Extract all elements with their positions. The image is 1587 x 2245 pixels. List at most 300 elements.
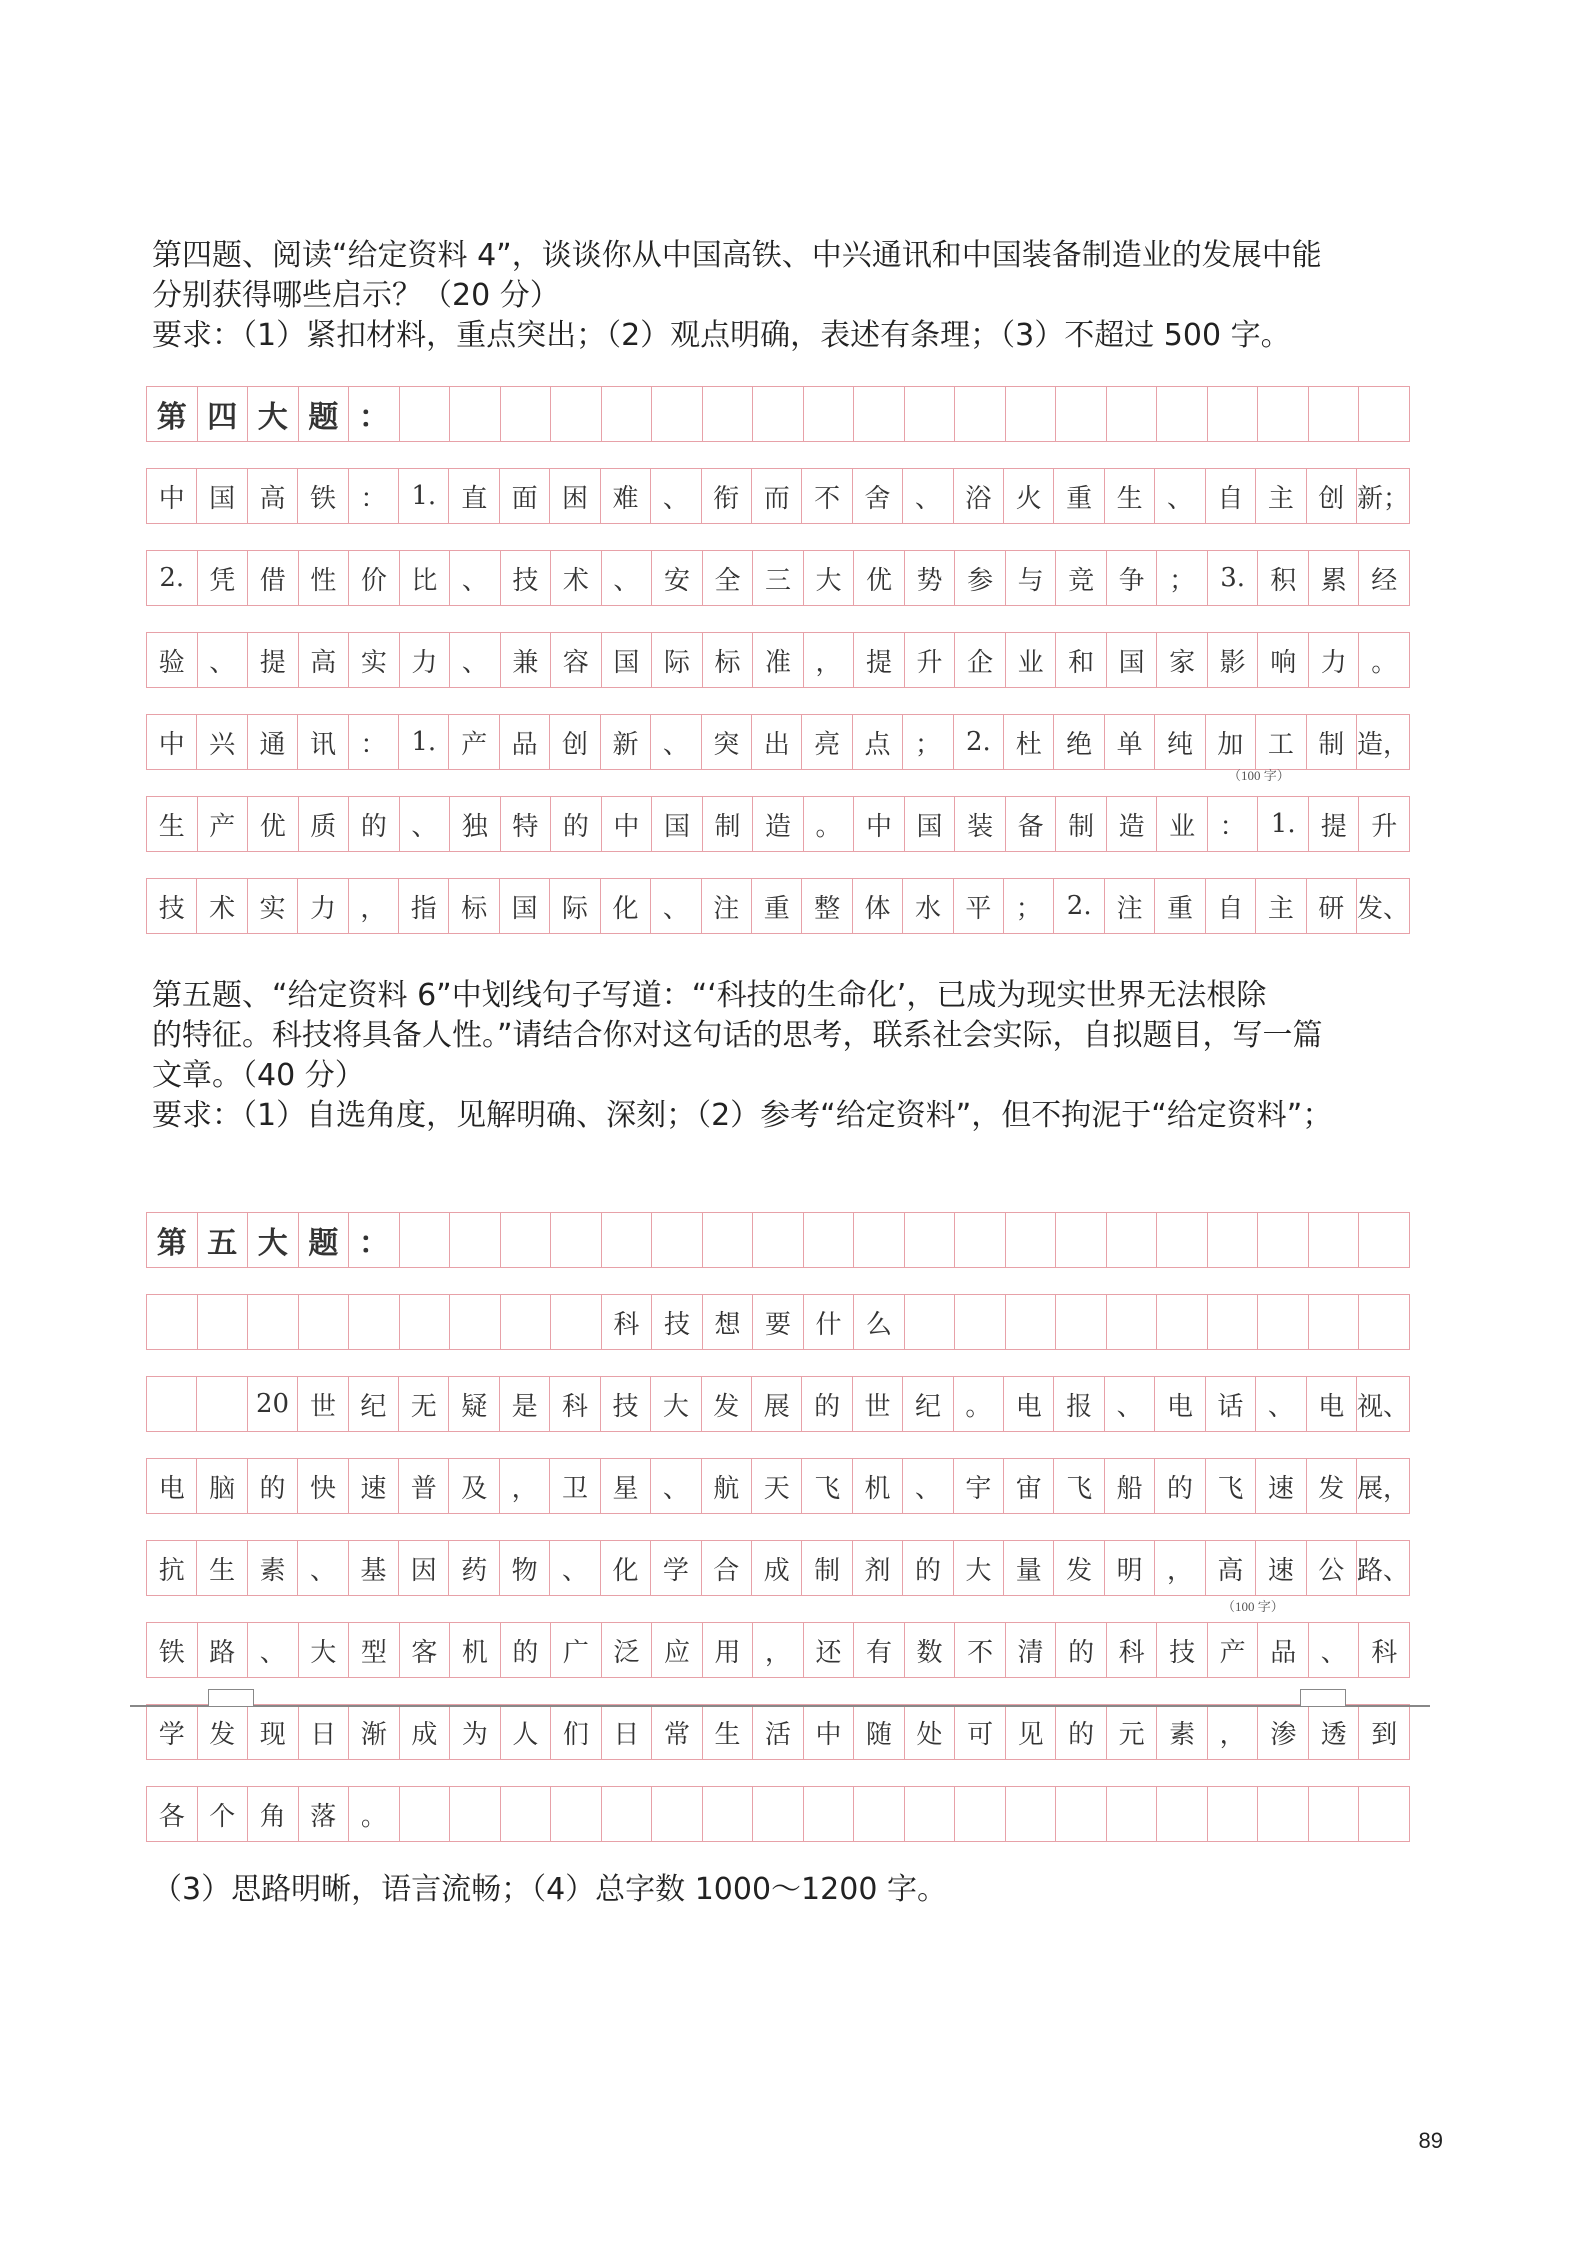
grid-cell: 加 (1206, 715, 1256, 769)
grid-cell: 容 (551, 633, 602, 687)
grid-cell: 的 (1056, 1705, 1107, 1759)
grid-cell: 工 (1256, 715, 1306, 769)
grid-cell: 、 (400, 797, 451, 851)
grid-cell: 际 (550, 879, 600, 933)
grid-cell: 影 (1208, 633, 1259, 687)
grid-row (146, 632, 1410, 688)
grid-cell (1006, 1787, 1057, 1841)
grid-cell: 出 (752, 715, 802, 769)
grid-cell: 药 (449, 1541, 499, 1595)
grid-cell: 创 (1307, 469, 1357, 523)
grid-cell: 五 (198, 1213, 249, 1267)
grid-cell: 主 (1256, 469, 1306, 523)
grid-cell: 力 (1309, 633, 1360, 687)
grid-cell: 特 (501, 797, 552, 851)
grid-cell: 的 (551, 797, 602, 851)
grid-cell: ： (349, 469, 399, 523)
grid-cell: 杜 (1004, 715, 1054, 769)
grid-cell: 绝 (1054, 715, 1104, 769)
grid-cell (1258, 1787, 1309, 1841)
grid-cell (905, 1295, 956, 1349)
grid-cell: 整 (802, 879, 852, 933)
grid-cell: 生 (147, 797, 198, 851)
grid-cell: 的 (501, 1623, 552, 1677)
grid-cell: 飞 (1054, 1459, 1104, 1513)
grid-cell: 实 (248, 879, 298, 933)
grid-cell (1258, 1295, 1309, 1349)
grid-cell: 生 (1105, 469, 1155, 523)
grid-row (146, 386, 1410, 442)
grid-cell: 实 (349, 633, 400, 687)
grid-cell: 兴 (197, 715, 247, 769)
grid-cell: 电 (1004, 1377, 1054, 1431)
grid-cell: 中 (804, 1705, 855, 1759)
grid-cell: 可 (955, 1705, 1006, 1759)
grid-cell: 、 (1256, 1377, 1306, 1431)
grid-cell (1359, 1295, 1410, 1349)
grid-cell: 发 (198, 1705, 249, 1759)
grid-row (146, 1212, 1410, 1268)
grid-cell: 科 (1359, 1623, 1410, 1677)
grid-cell: 清 (1006, 1623, 1057, 1677)
grid-cell: 2. (147, 551, 198, 605)
grid-cell: 疑 (449, 1377, 499, 1431)
grid-cell (1208, 1787, 1259, 1841)
grid-cell (703, 1213, 754, 1267)
grid-cell: 中 (602, 797, 653, 851)
grid-cell: 高 (1206, 1541, 1256, 1595)
grid-cell: 技 (501, 551, 552, 605)
grid-cell (804, 1213, 855, 1267)
grid-cell: 重 (1155, 879, 1205, 933)
grid-cell (854, 1787, 905, 1841)
grid-cell: 1. (399, 469, 449, 523)
grid-cell (1309, 387, 1360, 441)
grid-cell: 自 (1206, 879, 1256, 933)
grid-cell (1056, 1295, 1107, 1349)
grid-cell: 通 (248, 715, 298, 769)
grid-cell: 困 (550, 469, 600, 523)
grid-cell: 研 (1307, 879, 1357, 933)
grid-cell: 重 (752, 879, 802, 933)
grid-cell: 因 (399, 1541, 449, 1595)
grid-cell: 抗 (147, 1541, 197, 1595)
grid-cell (905, 1787, 956, 1841)
grid-cell: 。 (954, 1377, 1004, 1431)
grid-cell: 见 (1006, 1705, 1057, 1759)
grid-cell: 力 (400, 633, 451, 687)
grid-cell: 、 (651, 1459, 701, 1513)
grid-cell (955, 1787, 1006, 1841)
grid-cell: 3. (1208, 551, 1259, 605)
grid-cell: 产 (449, 715, 499, 769)
grid-cell: 、 (1309, 1623, 1360, 1677)
grid-cell: 响 (1258, 633, 1309, 687)
grid-cell: 宇 (954, 1459, 1004, 1513)
grid-cell: 的 (1056, 1623, 1107, 1677)
grid-cell: 制 (1056, 797, 1107, 851)
grid-cell: 天 (752, 1459, 802, 1513)
grid-cell: 透 (1309, 1705, 1360, 1759)
question-5-line-1: 第五题、“给定资料 6”中划线句子写道：“‘科技的生命化’，已成为现实世界无法根除 (152, 978, 1267, 1013)
grid-cell: 化 (601, 1541, 651, 1595)
grid-cell: 品 (1258, 1623, 1309, 1677)
grid-cell: 凭 (198, 551, 249, 605)
grid-cell: 铁 (298, 469, 348, 523)
grid-cell: 人 (501, 1705, 552, 1759)
word-count-marker-5: （100 字） (1222, 1599, 1284, 1614)
grid-cell: 活 (753, 1705, 804, 1759)
grid-cell: 路、 (1357, 1541, 1410, 1595)
grid-cell: 落 (299, 1787, 350, 1841)
grid-row (146, 1376, 1410, 1432)
grid-cell (1309, 1295, 1360, 1349)
page-fold-line (130, 1705, 1430, 1707)
grid-cell (299, 1295, 350, 1349)
grid-cell: 泛 (602, 1623, 653, 1677)
grid-cell (1309, 1787, 1360, 1841)
grid-cell: 2. (1054, 879, 1104, 933)
grid-cell: 大 (954, 1541, 1004, 1595)
grid-cell: ： (349, 387, 400, 441)
grid-cell: 量 (1004, 1541, 1054, 1595)
grid-cell: 注 (1105, 879, 1155, 933)
grid-cell: 提 (1309, 797, 1360, 851)
grid-cell: 而 (752, 469, 802, 523)
grid-cell: 角 (248, 1787, 299, 1841)
grid-cell: 是 (500, 1377, 550, 1431)
grid-cell: 机 (450, 1623, 501, 1677)
grid-cell: 用 (703, 1623, 754, 1677)
grid-cell: 飞 (802, 1459, 852, 1513)
grid-cell: 升 (905, 633, 956, 687)
grid-cell: 速 (349, 1459, 399, 1513)
grid-cell: 的 (802, 1377, 852, 1431)
grid-cell: 单 (1105, 715, 1155, 769)
grid-cell: 借 (248, 551, 299, 605)
grid-cell (400, 1787, 451, 1841)
grid-cell: 纯 (1155, 715, 1205, 769)
grid-cell: 、 (602, 551, 653, 605)
grid-cell (602, 1787, 653, 1841)
grid-cell: 讯 (298, 715, 348, 769)
grid-cell: 、 (651, 879, 701, 933)
grid-cell: 随 (854, 1705, 905, 1759)
grid-cell: 展 (752, 1377, 802, 1431)
grid-cell: 际 (652, 633, 703, 687)
question-4-requirements: 要求：（1）紧扣材料，重点突出；（2）观点明确，表述有条理；（3）不超过 500 字。 (152, 318, 1291, 353)
grid-cell: 船 (1105, 1459, 1155, 1513)
grid-cell: 准 (753, 633, 804, 687)
grid-cell: 题 (299, 1213, 350, 1267)
grid-cell: 电 (1307, 1377, 1357, 1431)
grid-cell: 大 (248, 387, 299, 441)
grid-cell: 国 (1107, 633, 1158, 687)
grid-cell: 技 (601, 1377, 651, 1431)
grid-cell: 竞 (1056, 551, 1107, 605)
grid-cell: 常 (652, 1705, 703, 1759)
grid-cell (198, 1295, 249, 1349)
grid-cell: 参 (955, 551, 1006, 605)
question-5-text (152, 976, 1452, 1136)
grid-cell: 制 (802, 1541, 852, 1595)
grid-cell (501, 1295, 552, 1349)
grid-cell (147, 1377, 197, 1431)
grid-cell: 家 (1157, 633, 1208, 687)
grid-cell: 第 (147, 1213, 198, 1267)
grid-cell (450, 1787, 501, 1841)
fold-tab-left (208, 1689, 254, 1706)
grid-cell (955, 1213, 1006, 1267)
grid-cell: 、 (248, 1623, 299, 1677)
grid-cell (1006, 1295, 1057, 1349)
grid-cell: 纪 (903, 1377, 953, 1431)
grid-row (146, 1622, 1410, 1678)
question-4-text (152, 236, 1452, 356)
grid-cell: 不 (955, 1623, 1006, 1677)
grid-cell: 和 (1056, 633, 1107, 687)
grid-cell: 第 (147, 387, 198, 441)
grid-cell: 题 (299, 387, 350, 441)
grid-cell (1258, 1213, 1309, 1267)
grid-row (146, 796, 1410, 852)
grid-cell: 电 (147, 1459, 197, 1513)
grid-cell: 个 (198, 1787, 249, 1841)
grid-cell: 20 (248, 1377, 298, 1431)
grid-cell: ： (1208, 797, 1259, 851)
grid-cell (1359, 387, 1410, 441)
grid-cell: 全 (703, 551, 754, 605)
grid-cell (1157, 1295, 1208, 1349)
grid-cell: 优 (248, 797, 299, 851)
grid-cell: 重 (1054, 469, 1104, 523)
grid-cell (905, 387, 956, 441)
grid-cell (501, 1787, 552, 1841)
grid-cell: 中 (147, 469, 197, 523)
grid-cell: 成 (400, 1705, 451, 1759)
grid-cell: ； (1157, 551, 1208, 605)
grid-cell: 纪 (349, 1377, 399, 1431)
grid-cell: 报 (1054, 1377, 1104, 1431)
grid-cell (1056, 387, 1107, 441)
grid-cell: 平 (954, 879, 1004, 933)
grid-cell: 与 (1006, 551, 1057, 605)
grid-cell: 的 (248, 1459, 298, 1513)
grid-cell: 无 (399, 1377, 449, 1431)
grid-row (146, 1704, 1410, 1760)
grid-cell (1107, 1295, 1158, 1349)
grid-cell (652, 387, 703, 441)
grid-cell (1359, 1213, 1410, 1267)
grid-cell (1006, 1213, 1057, 1267)
grid-cell: 世 (298, 1377, 348, 1431)
grid-cell: 快 (298, 1459, 348, 1513)
grid-cell: ， (1208, 1705, 1259, 1759)
grid-row (146, 1786, 1410, 1842)
grid-cell: 及 (449, 1459, 499, 1513)
question-4-line-2: 分别获得哪些启示？（20 分） (152, 278, 560, 313)
grid-cell: 高 (299, 633, 350, 687)
grid-cell: 速 (1256, 1459, 1306, 1513)
grid-cell: 装 (955, 797, 1006, 851)
grid-cell: 2. (954, 715, 1004, 769)
grid-cell: 、 (903, 1459, 953, 1513)
grid-cell (652, 1213, 703, 1267)
grid-cell: 机 (853, 1459, 903, 1513)
grid-cell: 兼 (501, 633, 552, 687)
grid-cell (147, 1295, 198, 1349)
grid-cell: 、 (651, 469, 701, 523)
grid-cell: 注 (702, 879, 752, 933)
grid-cell: 生 (197, 1541, 247, 1595)
grid-cell: 、 (450, 551, 501, 605)
grid-cell (400, 387, 451, 441)
grid-cell: 现 (248, 1705, 299, 1759)
word-count-marker-4: （100 字） (1228, 768, 1290, 783)
grid-cell: 力 (298, 879, 348, 933)
grid-cell: 大 (248, 1213, 299, 1267)
grid-cell: ， (804, 633, 855, 687)
grid-cell (1107, 387, 1158, 441)
grid-cell: 比 (400, 551, 451, 605)
grid-cell (753, 387, 804, 441)
grid-row (146, 1540, 1410, 1596)
grid-cell: 不 (802, 469, 852, 523)
grid-cell: 提 (248, 633, 299, 687)
grid-cell (1359, 1787, 1410, 1841)
grid-cell: 发 (702, 1377, 752, 1431)
grid-cell (1157, 1213, 1208, 1267)
grid-cell (1208, 1295, 1259, 1349)
grid-cell: 科 (602, 1295, 653, 1349)
grid-cell: 渐 (349, 1705, 400, 1759)
grid-cell: 广 (551, 1623, 602, 1677)
grid-cell: 化 (601, 879, 651, 933)
grid-cell (450, 1213, 501, 1267)
grid-cell (197, 1377, 247, 1431)
grid-cell: 企 (955, 633, 1006, 687)
grid-cell (400, 1295, 451, 1349)
grid-cell: 。 (1359, 633, 1410, 687)
grid-cell: 视、 (1357, 1377, 1410, 1431)
grid-cell: 术 (197, 879, 247, 933)
question-5-requirements: 要求：（1）自选角度，见解明确、深刻；（2）参考“给定资料”，但不拘泥于“给定资料”； (152, 1098, 1333, 1133)
grid-cell: 成 (752, 1541, 802, 1595)
grid-cell (602, 387, 653, 441)
grid-cell: 国 (905, 797, 956, 851)
question-5-requirements-continued: （3）思路明晰，语言流畅；（4）总字数 1000～1200 字。 (152, 1872, 947, 1907)
grid-cell: 点 (853, 715, 903, 769)
grid-cell: 普 (399, 1459, 449, 1513)
grid-cell: 各 (147, 1787, 198, 1841)
grid-cell (1107, 1213, 1158, 1267)
grid-cell: 直 (449, 469, 499, 523)
grid-cell: 舍 (853, 469, 903, 523)
grid-cell: 科 (550, 1377, 600, 1431)
grid-cell: 价 (349, 551, 400, 605)
grid-cell: 制 (1307, 715, 1357, 769)
grid-cell: 备 (1006, 797, 1057, 851)
grid-cell: 品 (500, 715, 550, 769)
grid-cell: 势 (905, 551, 956, 605)
grid-cell: 世 (853, 1377, 903, 1431)
grid-cell: 。 (349, 1787, 400, 1841)
grid-cell: 、 (450, 633, 501, 687)
grid-cell: 公 (1307, 1541, 1357, 1595)
grid-cell: 的 (903, 1541, 953, 1595)
grid-cell: 主 (1256, 879, 1306, 933)
grid-cell: 物 (500, 1541, 550, 1595)
page-number: 89 (1418, 2128, 1443, 2153)
grid-cell: 国 (652, 797, 703, 851)
grid-cell: 争 (1107, 551, 1158, 605)
grid-cell: 中 (147, 715, 197, 769)
grid-cell: 难 (601, 469, 651, 523)
grid-cell: 1. (1258, 797, 1309, 851)
grid-cell: 火 (1004, 469, 1054, 523)
grid-cell: 大 (651, 1377, 701, 1431)
grid-cell (854, 1213, 905, 1267)
grid-cell (1157, 1787, 1208, 1841)
grid-cell: 们 (551, 1705, 602, 1759)
grid-cell: 基 (349, 1541, 399, 1595)
grid-cell: 有 (854, 1623, 905, 1677)
grid-cell (1309, 1213, 1360, 1267)
grid-cell: 自 (1206, 469, 1256, 523)
grid-cell (400, 1213, 451, 1267)
grid-cell: 产 (198, 797, 249, 851)
grid-cell: ； (903, 715, 953, 769)
grid-cell: 发 (1307, 1459, 1357, 1513)
grid-cell (854, 387, 905, 441)
grid-cell: 安 (652, 551, 703, 605)
grid-cell: 数 (905, 1623, 956, 1677)
grid-cell: ， (500, 1459, 550, 1513)
grid-cell: 新； (1357, 469, 1410, 523)
grid-cell (450, 387, 501, 441)
grid-cell (248, 1295, 299, 1349)
grid-cell: 学 (147, 1705, 198, 1759)
answer-grid-5 (146, 1212, 1410, 1868)
grid-cell (955, 1295, 1006, 1349)
grid-cell (551, 387, 602, 441)
grid-cell (1107, 1787, 1158, 1841)
grid-cell (1056, 1787, 1107, 1841)
grid-cell (753, 1787, 804, 1841)
grid-cell (450, 1295, 501, 1349)
grid-cell: 、 (198, 633, 249, 687)
grid-cell: 经 (1359, 551, 1410, 605)
grid-cell: 累 (1309, 551, 1360, 605)
grid-cell (349, 1295, 400, 1349)
grid-cell: 国 (500, 879, 550, 933)
grid-cell (905, 1213, 956, 1267)
grid-cell: 术 (551, 551, 602, 605)
grid-cell: 独 (450, 797, 501, 851)
grid-cell: 大 (299, 1623, 350, 1677)
grid-cell: 剂 (853, 1541, 903, 1595)
grid-cell: 什 (804, 1295, 855, 1349)
grid-cell: 合 (702, 1541, 752, 1595)
grid-cell: 飞 (1206, 1459, 1256, 1513)
grid-cell: 科 (1107, 1623, 1158, 1677)
grid-cell: 脑 (197, 1459, 247, 1513)
grid-cell: 技 (147, 879, 197, 933)
grid-cell: 新 (601, 715, 651, 769)
grid-cell: 展， (1357, 1459, 1410, 1513)
grid-cell: 国 (602, 633, 653, 687)
grid-cell: 到 (1359, 1705, 1410, 1759)
